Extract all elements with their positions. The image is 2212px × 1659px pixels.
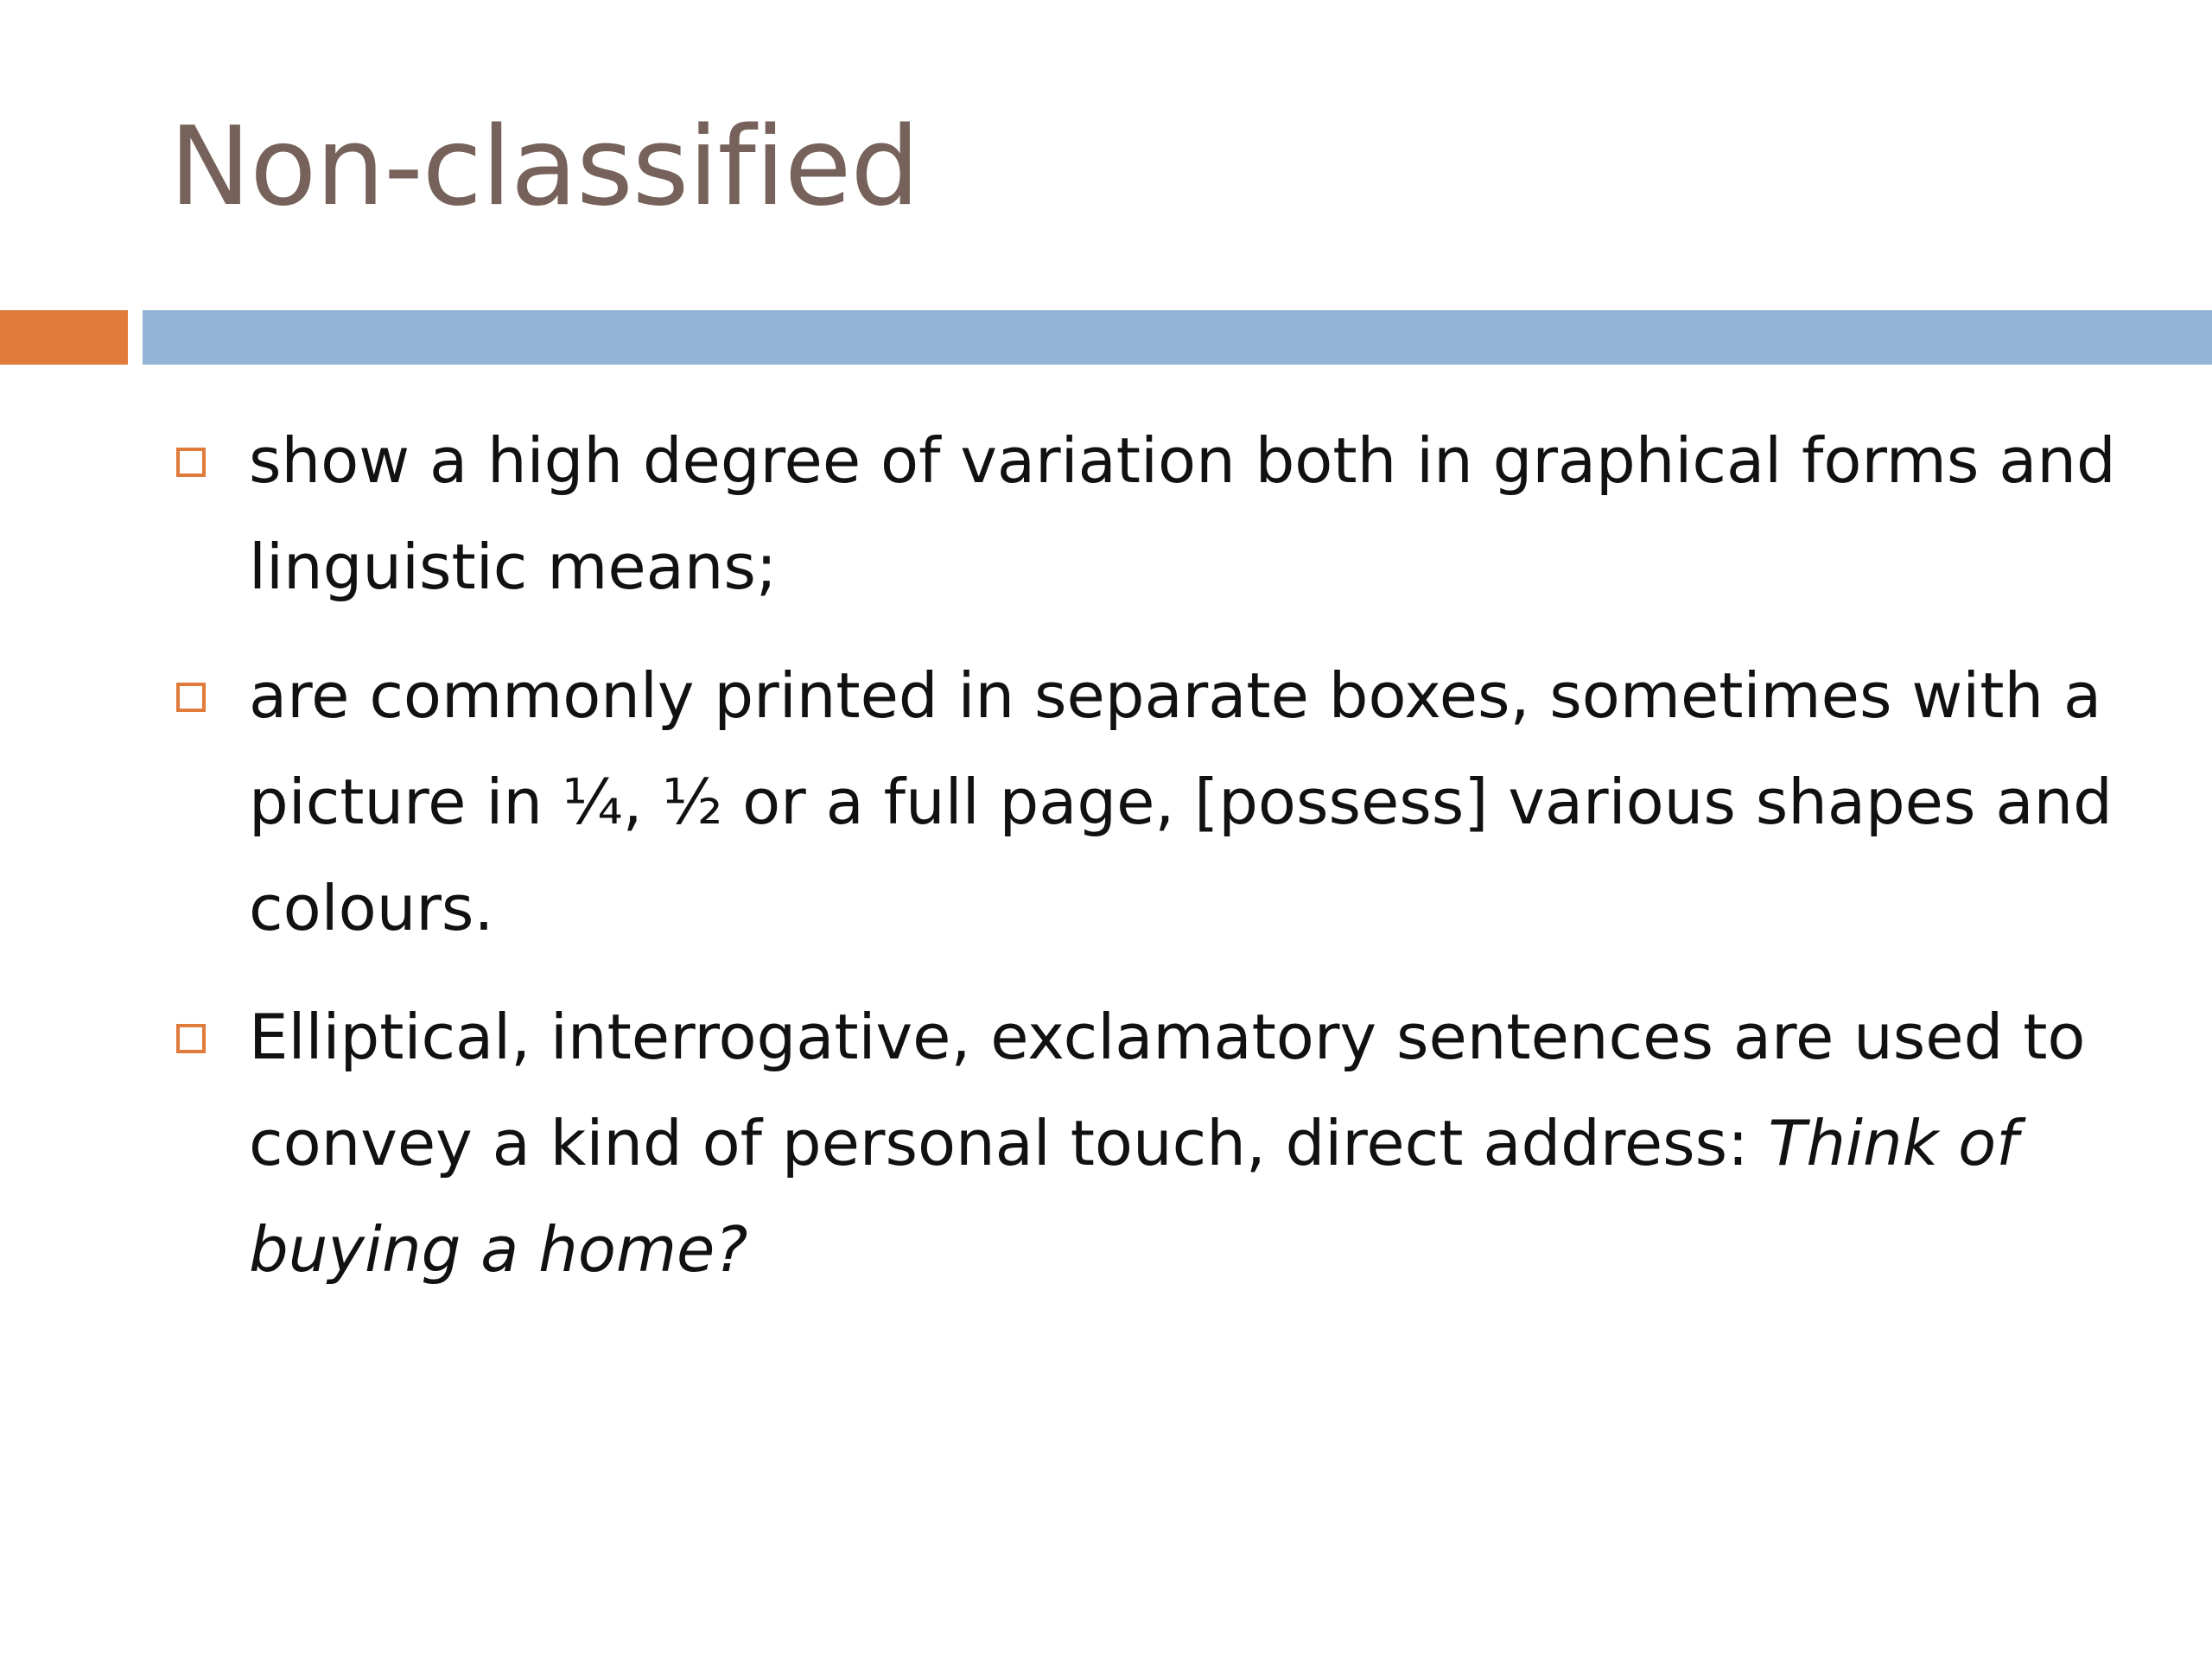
- bullet-item: [173, 408, 2117, 620]
- title-accent-bar-orange: [0, 310, 128, 365]
- hollow-square-icon: [176, 683, 206, 712]
- bullet-item: [173, 984, 2117, 1303]
- slide-title: Non-classified: [169, 103, 919, 230]
- bullet-list: [173, 408, 2117, 1325]
- bullet-text: Elliptical, interrogative, exclamatory sentences are used to convey a kind of personal touch, direct address:: [249, 1001, 2086, 1179]
- bullet-example-italic: Think of buying a home?: [249, 1107, 2018, 1286]
- title-accent-bar-blue: [143, 310, 2212, 365]
- hollow-square-icon: [176, 1024, 206, 1053]
- bullet-item: [173, 643, 2117, 962]
- bullet-text: are commonly printed in separate boxes, sometimes with a picture in ¼, ½ or a full page, [possess] various shapes and colours.: [249, 659, 2113, 944]
- hollow-square-icon: [176, 448, 206, 477]
- bullet-text: show a high degree of variation both in graphical forms and linguistic means;: [249, 424, 2116, 603]
